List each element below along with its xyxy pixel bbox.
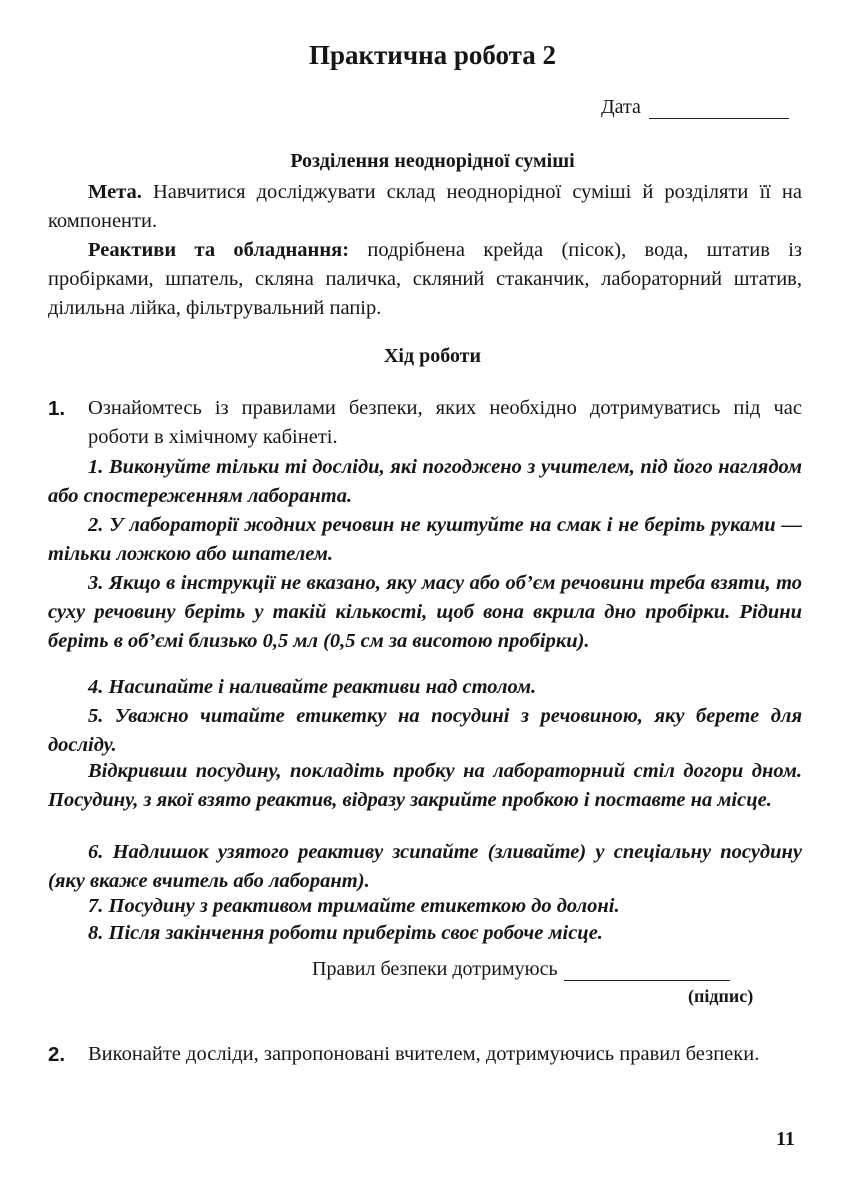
safety-rule-5-continued: Відкривши посудину, покладіть пробку на лабораторний стіл догори дном. Посудину, з якої взято реактив, відразу закрийте пробкою і поставте на місце. [48, 760, 802, 811]
reagents-paragraph [48, 236, 802, 323]
safety-rule-5: 5. Уважно читайте етикетку на посудині з речовиною, яку берете для досліду. [48, 705, 802, 756]
date-blank-line[interactable] [649, 96, 789, 119]
page-number: 11 [776, 1128, 795, 1150]
reagents-label: Реактиви та обладнання: [88, 239, 350, 261]
task-1-text: Ознайомтесь із правилами безпеки, яких необхідно дотримуватись під час роботи в хімічному кабінеті. [88, 397, 802, 448]
safety-rule-2: 2. У лабораторії жодних речовин не куштуйте на смак і не беріть руками — тільки ложкою або шпателем. [48, 514, 802, 565]
safety-rule-8: 8. Після закінчення роботи приберіть своє робоче місце. [88, 922, 603, 944]
section-title: Хід роботи [383, 345, 482, 367]
task-2-text: Виконайте досліди, запропоновані вчителем, дотримуючись правил безпеки. [88, 1043, 760, 1065]
safety-rule-4: 4. Насипайте і наливайте реактиви над столом. [88, 676, 537, 698]
signature-label: Правил безпеки дотримуюсь [312, 958, 558, 980]
signature-blank-line[interactable] [564, 958, 730, 981]
goal-text: Навчитися досліджувати склад неоднорідної суміші й розділяти її на компоненти. [48, 181, 802, 232]
signature-field [312, 958, 730, 981]
safety-rule-3: 3. Якщо в інструкції не вказано, яку масу або об’єм речовини треба взяти, то суху речовину беріть у такій кількості, щоб вона вкрила дно пробірки. Рідини беріть в об’ємі близько 0,5 мл (0,5 см за висотою пробірки). [48, 572, 802, 652]
task-1 [48, 394, 802, 452]
goal-label: Мета. [88, 181, 142, 203]
safety-rule-6: 6. Надлишок узятого реактиву зсипайте (зливайте) у спеціальну посудину (яку вкаже вчитель або лаборант). [48, 841, 802, 892]
task-2 [48, 1040, 802, 1069]
goal-paragraph [48, 178, 802, 236]
date-field [601, 96, 789, 119]
safety-rule-7: 7. Посудину з реактивом тримайте етикеткою до долоні. [88, 895, 620, 917]
safety-rule-1: 1. Виконуйте тільки ті досліди, які погоджено з учителем, під його наглядом або спостереженням лаборанта. [48, 456, 802, 507]
signature-caption: (підпис) [688, 986, 754, 1006]
page-title: Практична робота 2 [308, 40, 557, 70]
date-label: Дата [601, 96, 641, 118]
task-1-number: 1. [48, 397, 66, 420]
task-2-number: 2. [48, 1043, 66, 1066]
work-subtitle: Розділення неоднорідної суміші [290, 150, 575, 172]
reagents-text: подрібнена крейда (пісок), вода, штатив із пробірками, шпатель, скляна паличка, скляний стаканчик, лабораторний штатив, ділильна лійка, фільтрувальний папір. [48, 239, 802, 319]
